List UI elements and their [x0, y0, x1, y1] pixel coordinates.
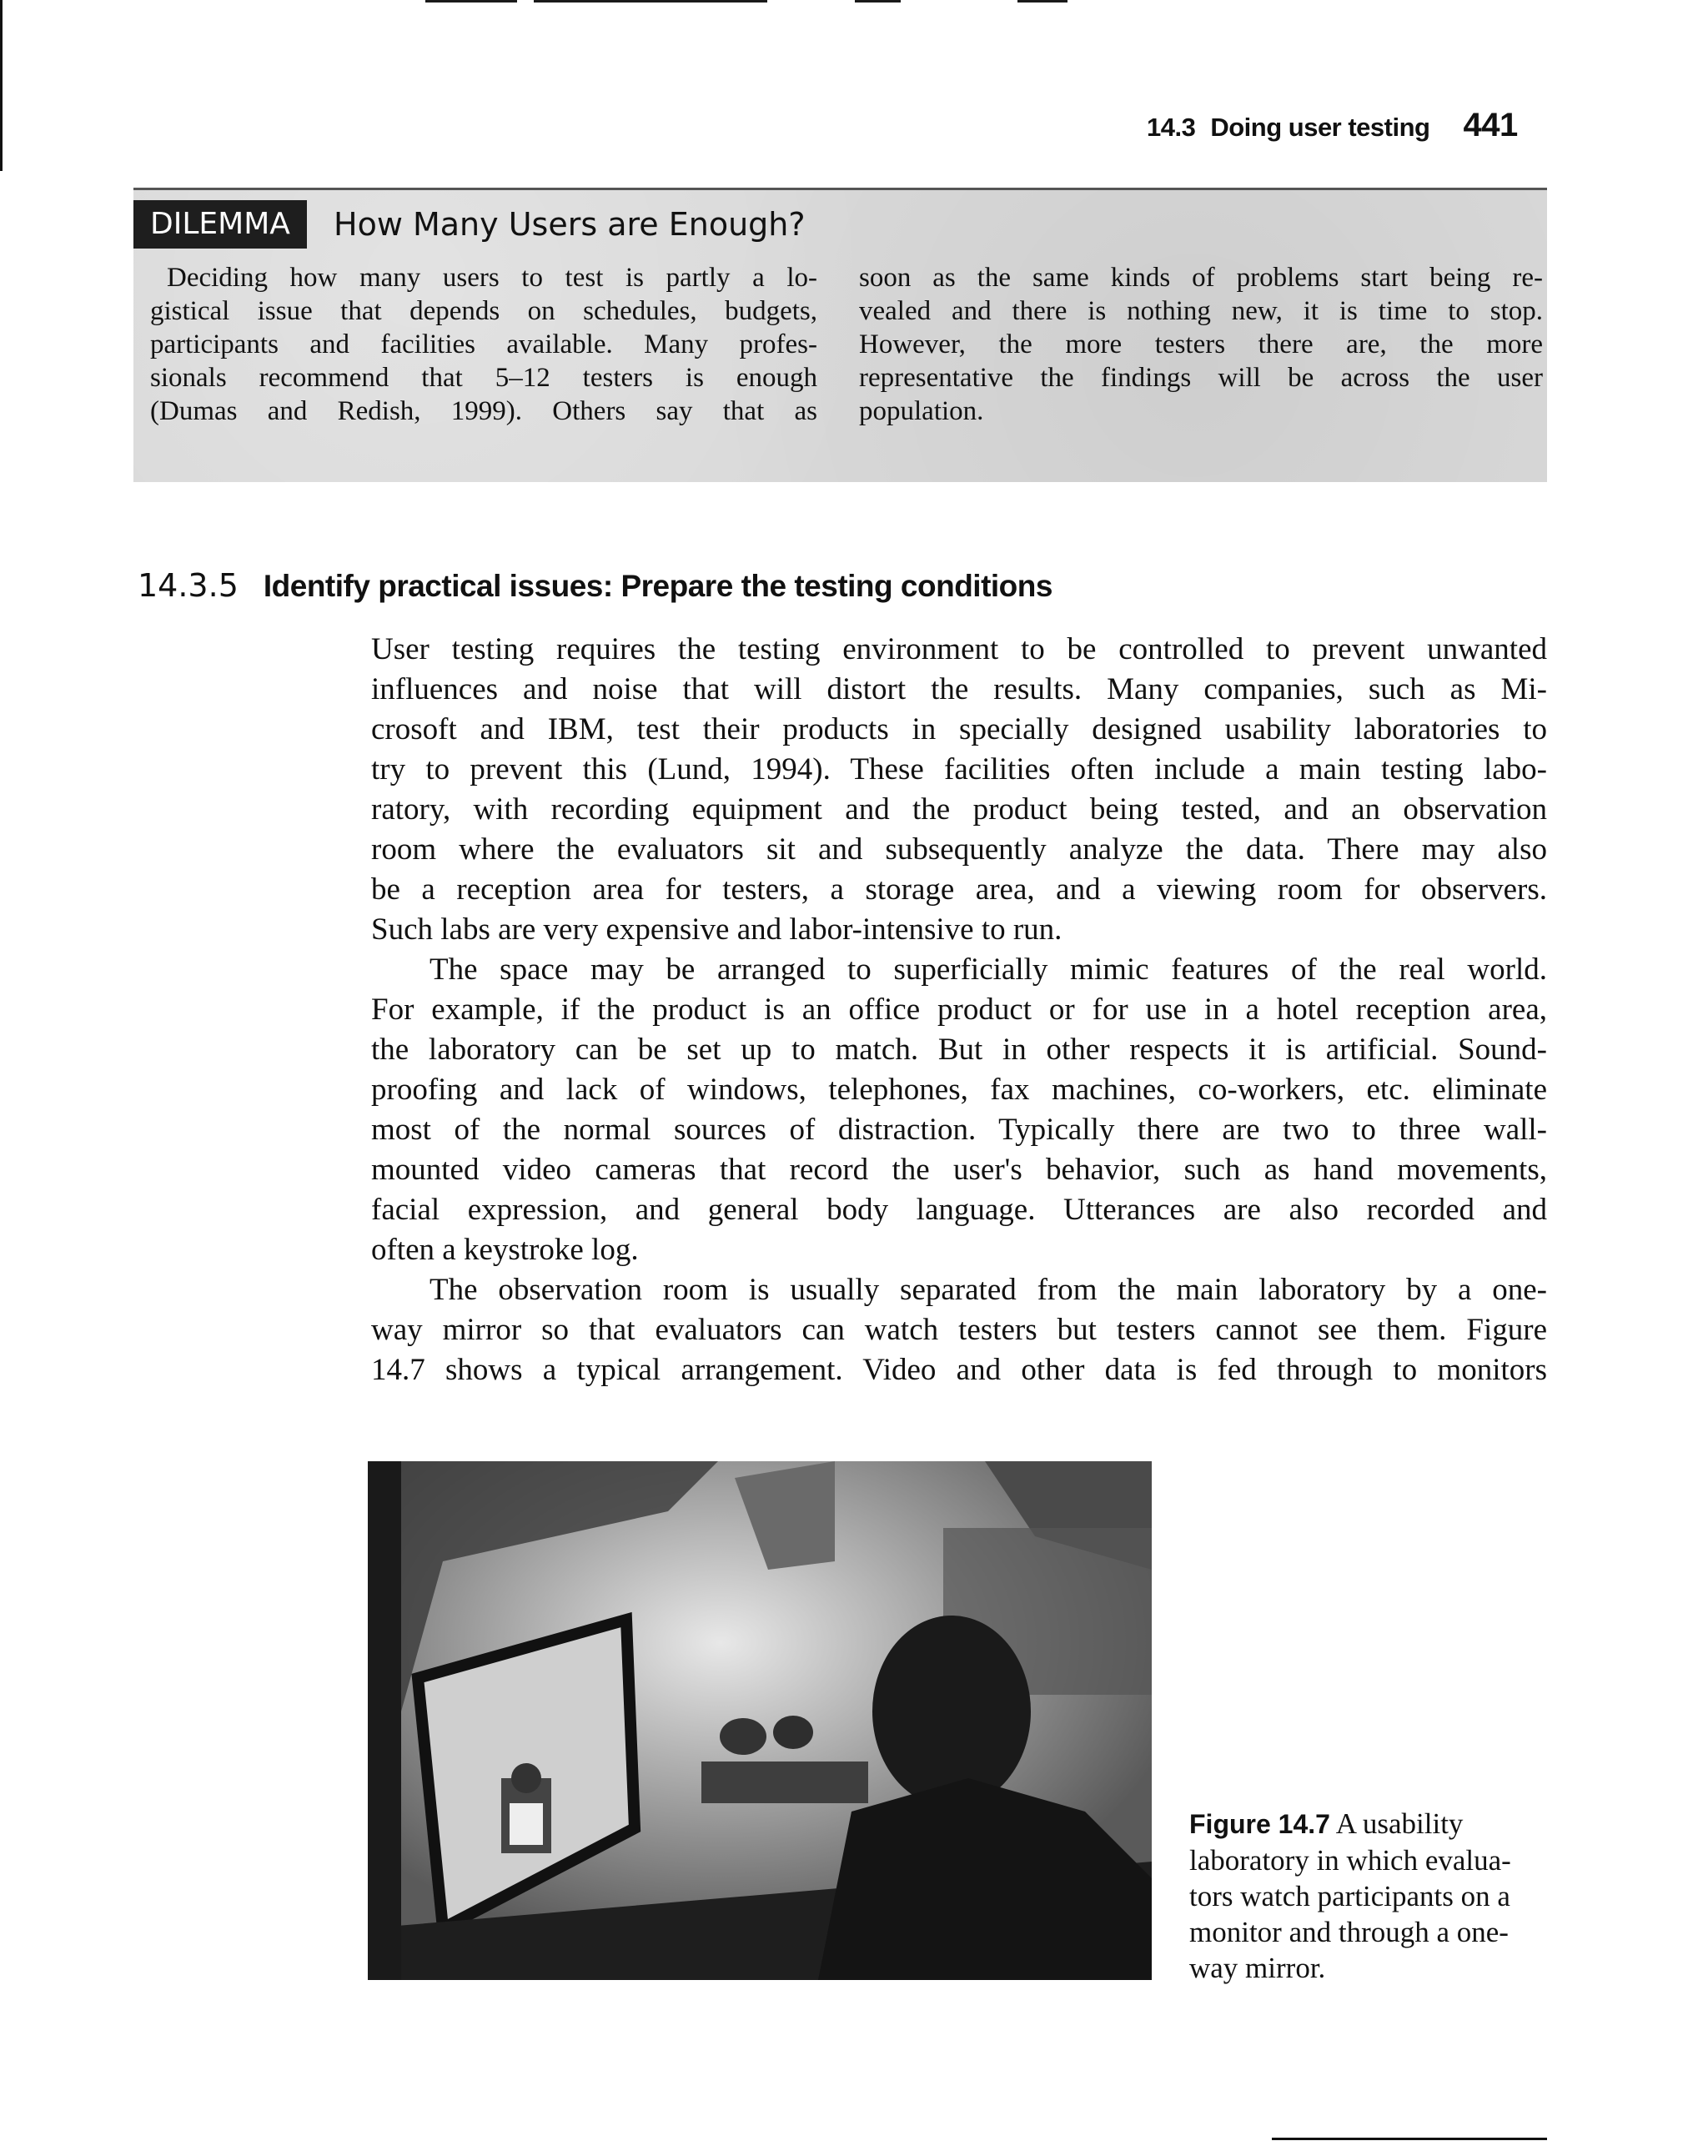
- body-line: influences and noise that will distort the results. Many companies, such as Mi-: [371, 672, 1547, 706]
- photo-illustration: [368, 1461, 1152, 1980]
- dilemma-line: (Dumas and Redish, 1999). Others say that as: [150, 396, 817, 426]
- caption-line: way mirror.: [1189, 1952, 1326, 1984]
- page-number: 441: [1463, 107, 1518, 143]
- figure-label: Figure 14.7: [1189, 1809, 1330, 1839]
- dilemma-line: population.: [859, 396, 984, 426]
- dilemma-right-column: [859, 261, 1543, 428]
- dilemma-line: vealed and there is nothing new, it is time to stop.: [859, 296, 1543, 326]
- dilemma-line: However, the more testers there are, the more: [859, 329, 1543, 359]
- running-head: [1147, 107, 1547, 148]
- dilemma-box: [133, 188, 1547, 482]
- body-line: try to prevent this (Lund, 1994). These facilities often include a main testing labo-: [371, 752, 1547, 787]
- caption-text: A usability: [1335, 1807, 1464, 1840]
- body-line: often a keystroke log.: [371, 1233, 639, 1267]
- dilemma-line: participants and facilities available. Many profes-: [150, 329, 817, 359]
- body-line: For example, if the product is an office product or for use in a hotel reception area,: [371, 993, 1547, 1027]
- dilemma-title: How Many Users are Enough?: [334, 206, 806, 243]
- dilemma-line: representative the findings will be across the user: [859, 363, 1543, 393]
- body-line: 14.7 shows a typical arrangement. Video and other data is fed through to monitors: [371, 1353, 1547, 1387]
- body-line: way mirror so that evaluators can watch testers but testers cannot see them. Figure: [371, 1313, 1547, 1347]
- section-title: Identify practical issues: Prepare the testing conditions: [263, 569, 1052, 603]
- figure-caption: [1189, 1806, 1556, 1986]
- body-text: [371, 630, 1547, 1390]
- dilemma-line: gistical issue that depends on schedules, budgets,: [150, 296, 817, 326]
- body-line: room where the evaluators sit and subsequently analyze the data. There may also: [371, 832, 1547, 867]
- dilemma-line: sionals recommend that 5–12 testers is enough: [150, 363, 817, 393]
- body-line: Such labs are very expensive and labor-intensive to run.: [371, 912, 1062, 947]
- body-line: facial expression, and general body language. Utterances are also recorded and: [371, 1193, 1547, 1227]
- top-rule: [534, 0, 767, 3]
- dilemma-line: soon as the same kinds of problems start being re-: [859, 263, 1543, 293]
- caption-line: monitor and through a one-: [1189, 1916, 1509, 1948]
- usability-lab-photo: [368, 1461, 1152, 1980]
- dilemma-tag: DILEMMA: [133, 200, 307, 249]
- top-rule: [425, 0, 517, 3]
- bottom-rule: [1272, 2138, 1547, 2140]
- dilemma-line: Deciding how many users to test is partly a lo-: [167, 263, 817, 293]
- running-head-section: 14.3: [1147, 113, 1196, 142]
- body-line: The space may be arranged to superficially mimic features of the real world.: [430, 952, 1547, 987]
- running-head-title: Doing user testing: [1210, 113, 1430, 142]
- body-line: crosoft and IBM, test their products in specially designed usability laboratories to: [371, 712, 1547, 746]
- body-line: be a reception area for testers, a storage area, and a viewing room for observers.: [371, 872, 1547, 907]
- dilemma-left-column: [133, 261, 817, 428]
- caption-line: laboratory in which evalua-: [1189, 1844, 1511, 1877]
- body-line: proofing and lack of windows, telephones, fax machines, co-workers, etc. eliminate: [371, 1073, 1547, 1107]
- body-line: the laboratory can be set up to match. But in other respects it is artificial. Sound-: [371, 1033, 1547, 1067]
- body-line: most of the normal sources of distraction. Typically there are two to three wall-: [371, 1113, 1547, 1147]
- body-line: The observation room is usually separated from the main laboratory by a one-: [430, 1273, 1547, 1307]
- page-edge: [0, 0, 3, 171]
- caption-line: tors watch participants on a: [1189, 1880, 1510, 1912]
- top-rule: [1017, 0, 1068, 3]
- body-line: ratory, with recording equipment and the product being tested, and an observation: [371, 792, 1547, 827]
- caption-line: [1189, 1806, 1556, 1842]
- body-line: mounted video cameras that record the user's behavior, such as hand movements,: [371, 1153, 1547, 1187]
- section-number: 14.3.5: [138, 567, 239, 604]
- body-line: User testing requires the testing environment to be controlled to prevent unwanted: [371, 632, 1547, 666]
- top-rule: [855, 0, 901, 3]
- section-heading: [138, 567, 1555, 609]
